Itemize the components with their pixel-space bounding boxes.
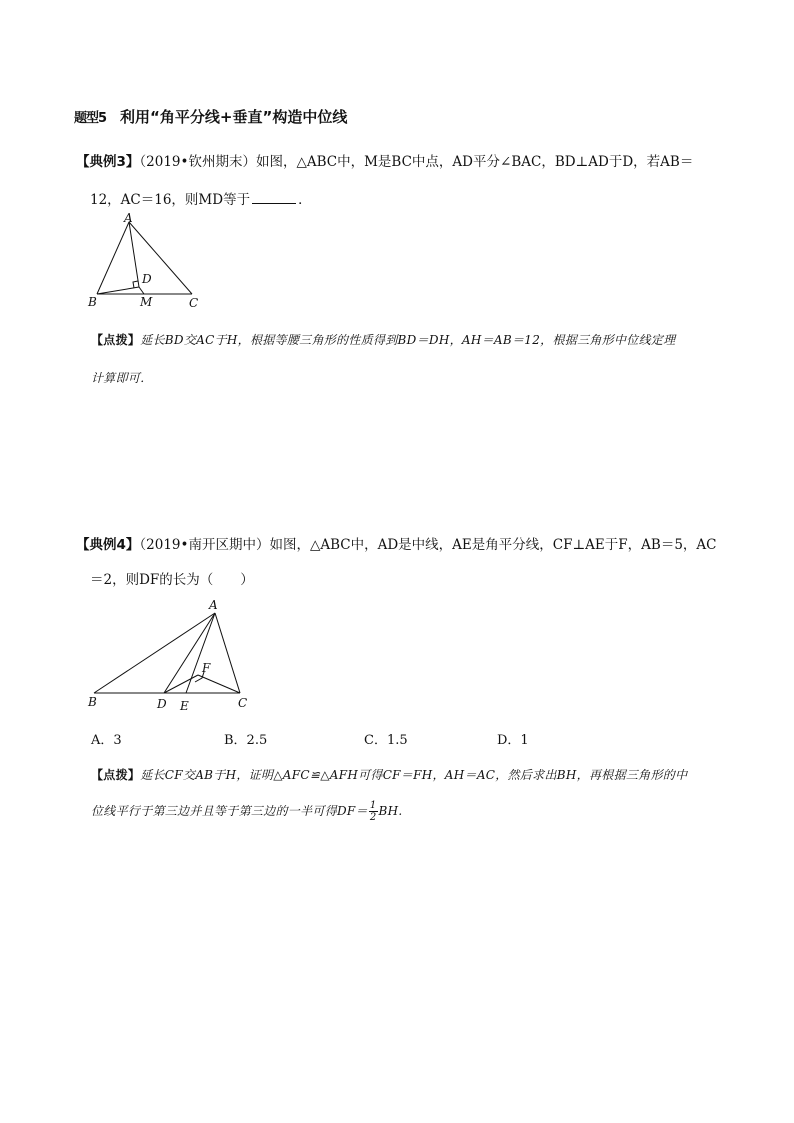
example3-label: 【典例3】 (76, 154, 140, 170)
option-c[interactable]: C．1.5 (364, 733, 408, 748)
example3-hint-label: 【点拨】 (91, 333, 141, 347)
option-b[interactable]: B．2.5 (224, 733, 268, 748)
fig3-label-c: C (189, 296, 199, 310)
edge-ac (215, 613, 240, 693)
example4-line2: ＝2，则DF的长为（ ） (90, 572, 254, 588)
fraction-denominator: 2 (369, 812, 377, 823)
bisector-ae (186, 613, 215, 693)
example4-line1 (76, 533, 716, 553)
fig4-label-c: C (238, 696, 248, 710)
fraction-numerator: 1 (369, 800, 377, 811)
fig3-label-m: M (140, 295, 153, 309)
example4-label: 【典例4】 (76, 537, 140, 553)
fig3-label-a: A (124, 212, 133, 225)
median-ad (164, 613, 215, 693)
fraction-one-half (369, 800, 378, 823)
example3-hint-line1 (91, 331, 675, 348)
example3-figure (84, 212, 214, 312)
example3-text2-end: ． (298, 192, 312, 208)
section-title: 利用“角平分线+垂直”构造中位线 (120, 108, 348, 126)
example4-figure (84, 596, 264, 716)
example4-hint-text2-end: BH. (378, 804, 403, 818)
fig4-label-e: E (180, 699, 189, 713)
example3-line1 (76, 150, 693, 170)
example4-text1: （2019•南开区期中）如图，△ABC中，AD是中线，AE是角平分线，CF⊥AE于F，AB＝5，AC (139, 537, 717, 553)
fig3-label-d: D (142, 272, 152, 286)
segment-df (164, 675, 198, 693)
example3-hint-line2: 计算即可． (91, 371, 153, 385)
example4-hint-label: 【点拨】 (91, 768, 141, 782)
fig4-label-a: A (209, 598, 218, 612)
example4-hint-line2 (91, 800, 403, 823)
example3-hint-text1: 延长BD交AC于H，根据等腰三角形的性质得到BD＝DH，AH＝AB＝12，根据三角形中位线定理 (140, 333, 676, 347)
example3-text1: （2019•钦州期末）如图，△ABC中，M是BC中点，AD平分∠BAC，BD⊥AD于D，若AB＝ (139, 154, 694, 170)
perpendicular-bd (97, 287, 139, 294)
example3-text2: 12，AC＝16，则MD等于 (90, 192, 251, 208)
edge-ab (97, 222, 129, 294)
example3-line2 (90, 188, 312, 208)
answer-blank[interactable] (252, 191, 296, 204)
section-tag: 题型5 (74, 111, 107, 126)
example4-hint-text2: 位线平行于第三边并且等于第三边的一半可得DF＝ (91, 804, 368, 818)
fig4-label-b: B (88, 695, 97, 709)
option-d[interactable]: D．1 (497, 733, 529, 748)
section-heading (74, 106, 347, 127)
option-a[interactable]: A．3 (91, 733, 122, 748)
example4-hint-line1 (91, 766, 687, 783)
fig4-label-d: D (157, 697, 167, 711)
fig4-label-f: F (202, 661, 211, 675)
segment-md (139, 287, 144, 294)
example4-hint-text1: 延长CF交AB于H，证明△AFC≌△AFH可得CF＝FH，AH＝AC，然后求出BH，再根据三角形的中 (140, 768, 688, 782)
segment-cf (198, 675, 240, 693)
fig3-label-b: B (88, 295, 97, 309)
